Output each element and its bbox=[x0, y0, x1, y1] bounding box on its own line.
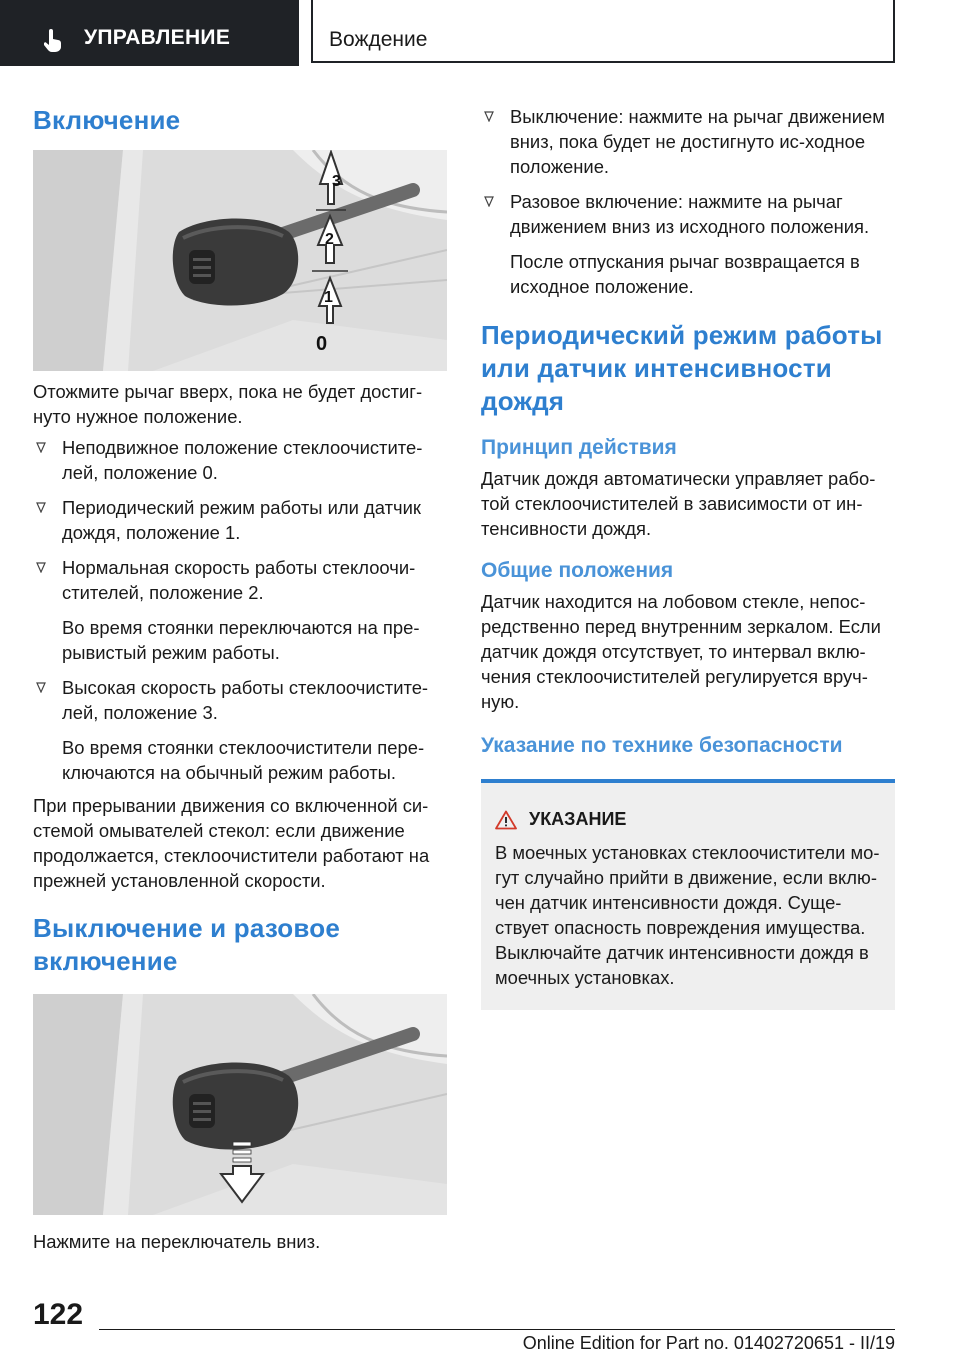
notice-text: В моечных установках стеклоочистители мо-гут случайно прийти в движение, если вклю-чен датчик интенсивности дождя. Суще-ствует опасность повреждения имущества. Выключайте датчик интенсивности дождя в моечных установках. bbox=[495, 842, 880, 988]
list-item-note: Во время стоянки стеклоочистители пере-ключаются на обычный режим работы. bbox=[62, 737, 425, 783]
wiper-lever-up-figure bbox=[33, 150, 447, 371]
list-item-text: Высокая скорость работы стеклоочистите-лей, положение 3. bbox=[62, 677, 429, 723]
subsection-header bbox=[311, 0, 895, 63]
list-item-note: Во время стоянки переключаются на пре-рывистый режим работы. bbox=[62, 617, 420, 663]
heading-general: Общие положения bbox=[481, 559, 674, 582]
triangle-bullet-icon bbox=[36, 562, 46, 573]
figure-caption: Нажмите на переключатель вниз. bbox=[33, 1231, 321, 1252]
list-item bbox=[33, 555, 447, 665]
triangle-bullet-icon bbox=[36, 442, 46, 453]
heading-switching-off: Выключение и разовое включение bbox=[33, 913, 340, 976]
triangle-bullet-icon bbox=[36, 502, 46, 513]
position-label: 0 bbox=[316, 333, 328, 355]
list-item bbox=[33, 495, 447, 545]
position-label: 3 bbox=[332, 173, 341, 190]
list-item bbox=[33, 435, 447, 485]
wiper-lever-down-illustration bbox=[33, 994, 447, 1215]
heading-switching-on: Включение bbox=[33, 105, 181, 135]
notice-title: УКАЗАНИЕ bbox=[529, 809, 627, 829]
notice-header bbox=[495, 809, 881, 830]
list-item bbox=[33, 675, 447, 785]
triangle-bullet-icon bbox=[36, 682, 46, 693]
safety-notice bbox=[481, 779, 895, 1010]
section-header-tab bbox=[0, 0, 299, 66]
triangle-bullet-icon bbox=[484, 196, 494, 207]
heading-safety: Указание по технике безопасности bbox=[481, 734, 843, 757]
edition-info: Online Edition for Part no. 01402720651 - II/19 bbox=[522, 1333, 895, 1353]
wiper-lever-up-illustration bbox=[33, 150, 447, 371]
right-column bbox=[481, 104, 895, 1010]
list-item-text: Разовое включение: нажмите на рычаг движением вниз из исходного положения. bbox=[510, 191, 870, 237]
paragraph: Датчик дождя автоматически управляет рабо-той стеклоочистителей в зависимости от ин-тенсивности дождя. bbox=[481, 468, 876, 539]
left-column bbox=[33, 104, 447, 1254]
list-item-text: Неподвижное положение стеклоочистите-лей, положение 0. bbox=[62, 437, 423, 483]
paragraph: При прерывании движения со включенной си-стемой омывателей стекол: если движение продолжается, стеклоочистители работают на прежней установленной скорости. bbox=[33, 795, 430, 891]
paragraph: Отожмите рычаг вверх, пока не будет достиг-нуто нужное положение. bbox=[33, 381, 423, 427]
triangle-bullet-icon bbox=[484, 111, 494, 122]
list-item-note: После отпускания рычаг возвращается в исходное положение. bbox=[510, 251, 860, 297]
heading-interval-mode: Периодический режим работы или датчик интенсивности дождя bbox=[481, 320, 883, 416]
list-item bbox=[481, 189, 895, 299]
hand-touch-icon bbox=[44, 29, 62, 53]
paragraph: Датчик находится на лобовом стекле, непос-редственно перед внутренним зеркалом. Если датчик дождя отсутствует, то интервал вклю-чения стеклоочистителей регулируется вруч-ную. bbox=[481, 591, 881, 712]
page-number: 122 bbox=[33, 1298, 84, 1331]
heading-principle: Принцип действия bbox=[481, 436, 677, 459]
section-title: УПРАВЛЕНИЕ bbox=[84, 26, 231, 49]
position-label: 1 bbox=[324, 289, 333, 306]
wiper-lever-down-figure bbox=[33, 994, 447, 1215]
footer-divider bbox=[99, 1329, 895, 1330]
list-item-text: Выключение: нажмите на рычаг движением вниз, пока будет не достигнуто ис-ходное положение. bbox=[510, 106, 885, 177]
list-item-text: Периодический режим работы или датчик дождя, положение 1. bbox=[62, 497, 421, 543]
list-item-text: Нормальная скорость работы стеклоочи-стителей, положение 2. bbox=[62, 557, 416, 603]
list-item bbox=[481, 104, 895, 179]
subsection-title: Вождение bbox=[329, 28, 428, 51]
warning-triangle-icon bbox=[495, 810, 517, 830]
position-label: 2 bbox=[325, 231, 334, 248]
